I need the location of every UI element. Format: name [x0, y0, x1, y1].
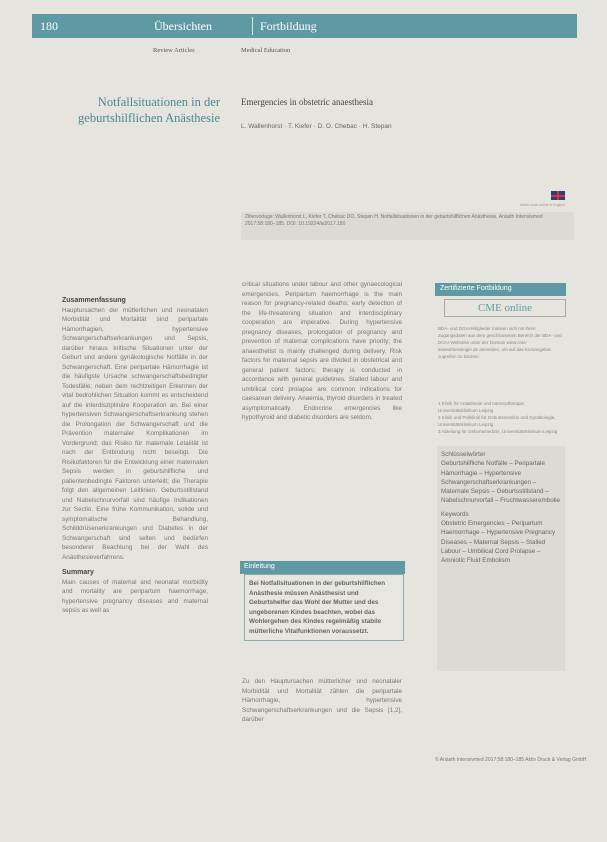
summary-continued: critical situations under labour and other gynaecological emergencies. Peripartum haemorrhage is the main reason for pregnancy-related deaths; early detection of the life-threatening situation and interdisciplinary cooperation are imperative. During hypertensive pregnancy diseases, prolongation of pregnancy and prevention of maternal complications have priority; the anaesthetist is mainly challenged during delivery. Risk factors for maternal sepsis are divided in obstetrical and general patient factors; therapy is conducted in accordance with general guidelines. Stalled labour and umbilical cord prolapse are common indications for caesarean delivery. Anaemia, thyroid disorders in treated asymptomatically. Endocrine emergencies like hypothyroid and diabetic disorders are seldom.	[242, 281, 402, 421]
introduction-text: Zu den Hauptursachen mütterlicher und neonataler Morbidität und Mortalität zählen die peripartale Hämorrhagie, hypertensive Schwangerschaftserkrankungen und die Sepsis [1,2], darüber	[242, 678, 402, 723]
english-title: Emergencies in obstetric anaesthesia	[241, 97, 374, 107]
affiliation-1: 1 Klinik für Anästhesie und Intensivtherapie, Universitätsklinikum Leipzig	[438, 401, 526, 413]
cme-bar	[435, 283, 566, 296]
citation-box	[241, 212, 574, 240]
keywords-box	[437, 446, 565, 671]
summary-heading: Summary	[62, 569, 94, 576]
keywords-en-label: Keywords	[441, 510, 469, 518]
cme-info-text: BDA- und DGAI-Mitglieder müssen sich mit ihren Zugangsdaten aus dem geschlossenen Bereich der BDA- und DGAI-Webseite unter der Domain www.cme-anaesthesiologie.de anmelden, um auf das Kursangebot zugreifen zu können.	[438, 326, 562, 359]
introduction-heading: Einleitung	[244, 563, 275, 570]
flag-caption: Artikel auch online in English	[520, 203, 565, 207]
abstract-text: Hauptursachen der mütterlichen und neonatalen Morbidität und Mortalität sind peripartale Hämorrhagien, hypertensive Schwangerschaftserkrankungen und Sepsis, darüber hinaus kritische Situationen unter der Geburt und andere gynäkologische Notfälle in der Schwangerschaft. Eine peripartale Hämorrhagie ist die häufigste Ursache schwangerschaftsbedingter Todesfälle; neben dem rechtzeitigen Erkennen der vital bedrohlichen Situation kommt es entscheidend auf die interdisziplinäre Kooperation an. Bei einer hypertensiven Schwangerschaftserkrankung stehen die Prolongation der Schwangerschaft und die Prävention maternaler Komplikationen im Vordergrund; das Risiko für maternale Letalität ist nach der Entbindung nicht beseitigt. Die Risikofaktoren für die Entwicklung einer maternalen Sepsis werden in geburtshilfliche und patientenbedingte Faktoren unterteilt; die Therapie folgt den allgemeinen Leitlinien. Geburtsstillstand und Nabelschnurvorfall sind häufige Indikationen zur Sectio. Eine frühe Kommunikation, solide und symptomatische Behandlung, Schilddrüsenerkrankungen und Diabetes in der Schwangerschaft sind selten und bedürfen besonderer Beachtung bei der Wahl des Anästhesieverfahrens.	[62, 306, 208, 561]
keywords-en: Obstetric Emergencies – Peripartum Haemorrhage – Hypertensive Pregnancy Diseases – Maternal Sepsis – Stalled Labour – Umbilical Cord Prolapse – Amniotic Fluid Embolism	[441, 520, 556, 565]
section-header-bar	[32, 14, 577, 38]
affiliation-2: 2 Klinik und Poliklinik für Geburtsmedizin und Gynäkologie, Universitätsklinikum Leipzig	[438, 415, 556, 427]
abstract-heading: Zusammenfassung	[62, 297, 126, 304]
cme-online-logo[interactable]: CME online	[444, 299, 566, 317]
sub-right: Medical Education	[241, 47, 291, 54]
abstract-column	[62, 296, 208, 616]
section-left: Übersichten	[154, 19, 212, 33]
page-footer: © Anästh Intensivmed 2017;58:180–185 Aktiv Druck & Verlag GmbH	[435, 757, 587, 763]
german-title: Notfallsituationen in der geburtshilflichen Anästhesie	[78, 95, 220, 125]
sub-left: Review Articles	[153, 47, 195, 54]
affiliation-3: 3 Abteilung für Geburtsmedizin, Universitätsklinikum Leipzig	[438, 429, 558, 434]
citation-text: Zitiervorlage: Wallenhorst L, Kiefer T, Chebac DO, Stepan H. Notfallsituationen in der geburtshilflichen Anästhesie. Anästh Intensivmed 2017;58:180–185. DOI: 10.19224/ai2017.180	[245, 214, 543, 227]
section-right: Fortbildung	[260, 19, 317, 33]
summary-text: Main causes of maternal and neonatal morbidity and mortality are peripartum haemorrhage, hypertensive pregnancy diseases and maternal sepsis as well as	[62, 578, 208, 614]
authors: L. Wallenhorst · T. Kiefer · D. O. Chebac · H. Stepan	[241, 123, 392, 130]
key-statement-box: Bei Notfallsituationen in der geburtshilflichen Anästhesie müssen Anästhesist und Geburtshelfer das Wohl der Mutter und des ungeborenen Kindes beachten, wobei das Wohlergehen des Kindes regelmäßig stabile mütterliche Vitalfunktionen voraussetzt.	[244, 574, 404, 641]
header-divider	[252, 17, 253, 35]
introduction-band	[240, 561, 405, 574]
cme-bar-label: Zertifizierte Fortbildung	[440, 285, 512, 292]
uk-flag-icon[interactable]	[551, 191, 565, 200]
keywords-de: Geburtshilfliche Notfälle – Peripartale Hämorrhagie – Hypertensive Schwangerschaftserkrankungen – Maternale Sepsis – Geburtsstillstand – Nabelschnurvorfall – Fruchtwasserembolie	[441, 460, 560, 505]
keywords-de-label: Schlüsselwörter	[441, 451, 486, 458]
page-number: 180	[40, 19, 58, 33]
